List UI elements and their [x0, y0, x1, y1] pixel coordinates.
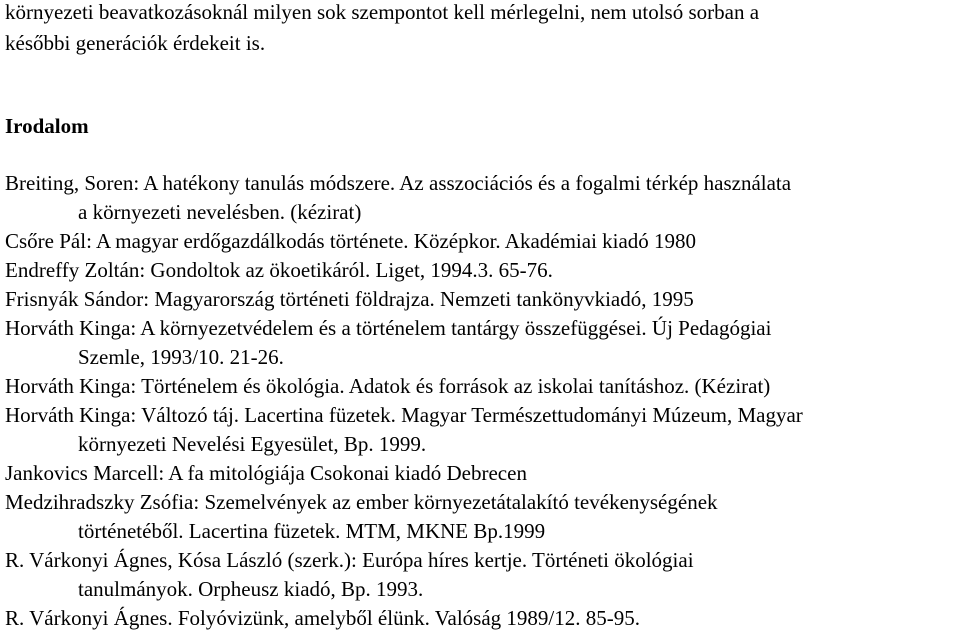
reference-entry: R. Várkonyi Ágnes. Folyóvizünk, amelyből élünk. Valóság 1989/12. 85-95. — [5, 606, 641, 630]
reference-entry: Frisnyák Sándor: Magyarország történeti földrajza. Nemzeti tankönyvkiadó, 1995 — [5, 287, 694, 311]
reference-entry-continuation: Szemle, 1993/10. 21-26. — [78, 345, 284, 369]
reference-entry: Medzihradszky Zsófia: Szemelvények az ember környezetátalakító tevékenységének — [5, 490, 718, 514]
intro-line: későbbi generációk érdekeit is. — [5, 31, 266, 55]
intro-line: környezeti beavatkozásoknál milyen sok szempontot kell mérlegelni, nem utolsó sorban a — [5, 0, 760, 24]
reference-entry-continuation: tanulmányok. Orpheusz kiadó, Bp. 1993. — [78, 577, 424, 601]
reference-entry: Csőre Pál: A magyar erdőgazdálkodás története. Középkor. Akadémiai kiadó 1980 — [5, 229, 697, 253]
reference-entry-continuation: történetéből. Lacertina füzetek. MTM, MKNE Bp.1999 — [78, 519, 546, 543]
reference-entry: Horváth Kinga: A környezetvédelem és a történelem tantárgy összefüggései. Új Pedagógiai — [5, 316, 772, 340]
reference-entry-continuation: a környezeti nevelésben. (kézirat) — [78, 200, 362, 224]
reference-entry-continuation: környezeti Nevelési Egyesület, Bp. 1999. — [78, 432, 427, 456]
reference-entry: Jankovics Marcell: A fa mitológiája Csokonai kiadó Debrecen — [5, 461, 527, 485]
reference-entry: R. Várkonyi Ágnes, Kósa László (szerk.): Európa híres kertje. Történeti ökológiai — [5, 548, 694, 572]
reference-entry: Horváth Kinga: Változó táj. Lacertina füzetek. Magyar Természettudományi Múzeum, Magyar — [5, 403, 803, 427]
reference-entry: Endreffy Zoltán: Gondoltok az ökoetikáról. Liget, 1994.3. 65-76. — [5, 258, 553, 282]
section-heading: Irodalom — [5, 114, 89, 138]
reference-entry: Horváth Kinga: Történelem és ökológia. Adatok és források az iskolai tanításhoz. (Kézirat) — [5, 374, 771, 398]
reference-entry: Breiting, Soren: A hatékony tanulás módszere. Az asszociációs és a fogalmi térkép használata — [5, 171, 792, 195]
